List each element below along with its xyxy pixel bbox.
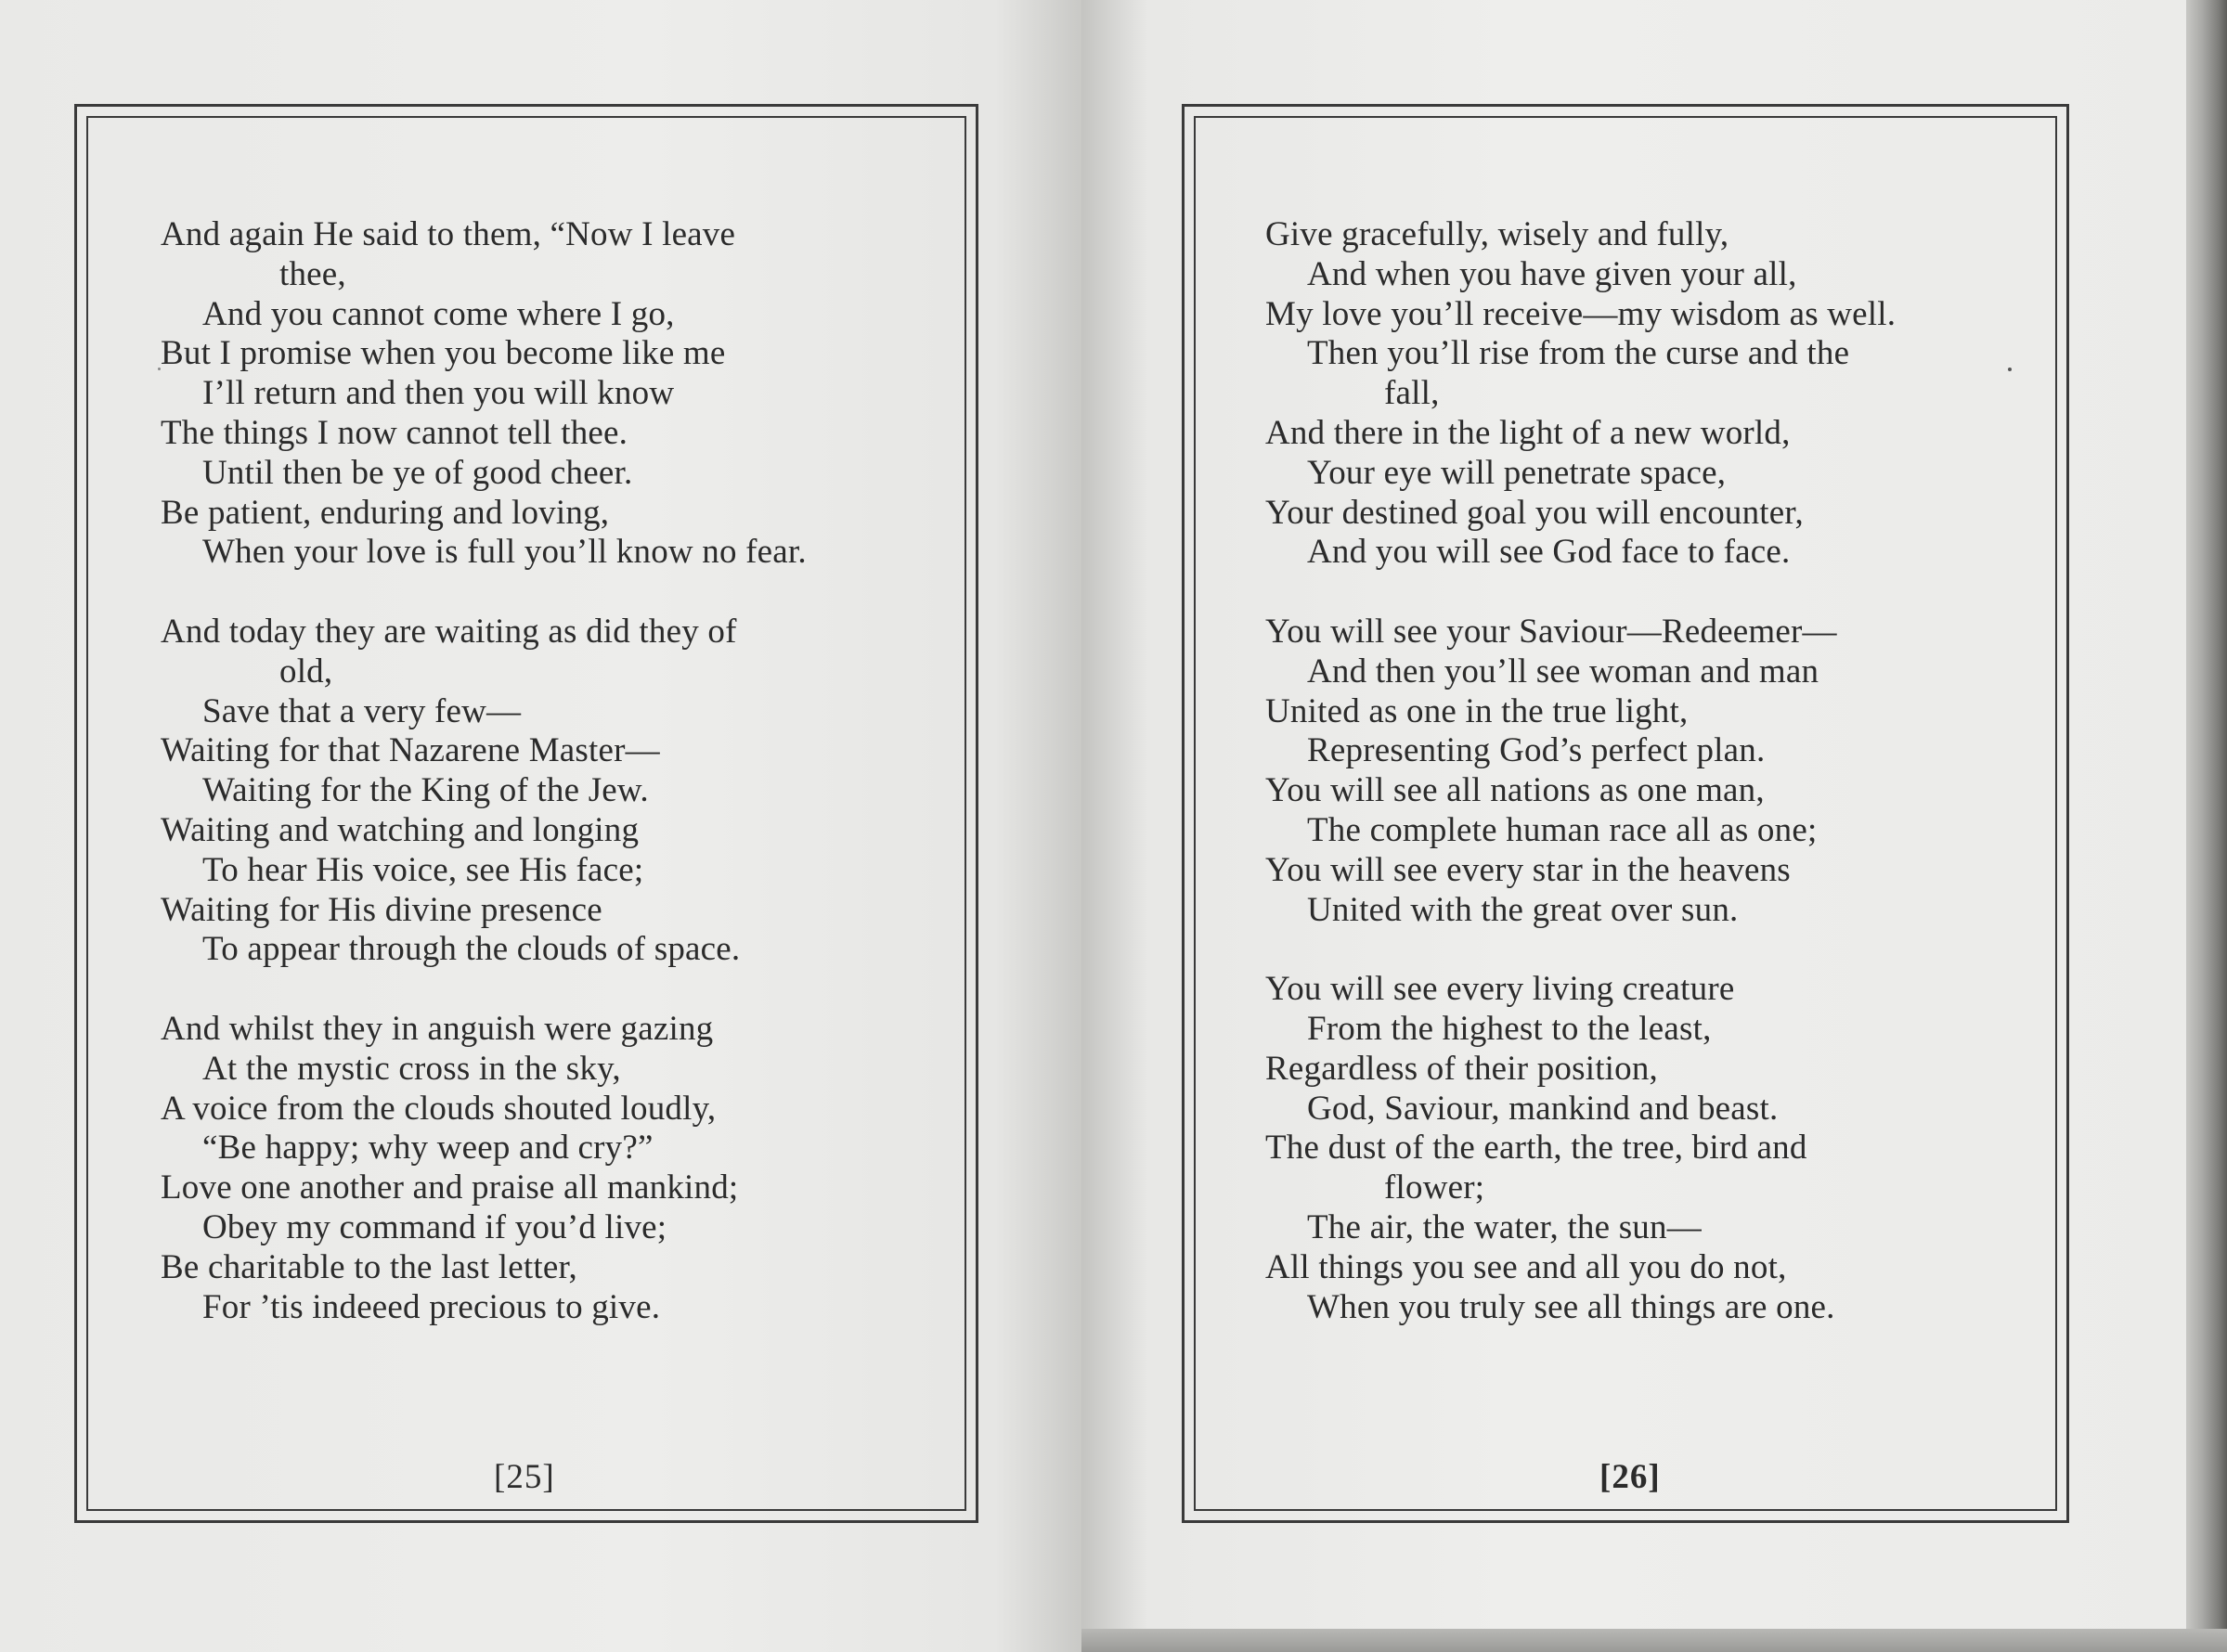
poem-line: flower; (1384, 1168, 1485, 1207)
poem-line: The dust of the earth, the tree, bird and (1265, 1129, 1807, 1168)
page-number-right: [26] (1599, 1458, 1661, 1496)
stanza-gap (161, 573, 807, 613)
left-page-poem (161, 215, 807, 1327)
poem-line: United as one in the true light, (1265, 691, 1689, 730)
poem-line: All things you see and all you do not, (1265, 1247, 1787, 1286)
poem-line: A voice from the clouds shouted loudly, (161, 1089, 717, 1128)
poem-line: And when you have given your all, (1307, 254, 1797, 293)
ink-speck (2008, 368, 2012, 371)
stanza-gap (1265, 930, 1896, 970)
poem-line: Waiting for His divine presence (161, 890, 602, 929)
poem-line: The complete human race all as one; (1307, 810, 1818, 849)
poem-line: I’ll return and then you will know (202, 374, 675, 413)
poem-line: God, Saviour, mankind and beast. (1307, 1089, 1779, 1128)
poem-line: The things I now cannot tell thee. (161, 413, 628, 452)
poem-line: For ’tis indeeed precious to give. (202, 1287, 661, 1326)
poem-line: And you cannot come where I go, (202, 294, 675, 333)
poem-line: Your eye will penetrate space, (1307, 453, 1727, 492)
poem-line: thee, (279, 254, 346, 293)
poem-line: My love you’ll receive—my wisdom as well. (1265, 294, 1897, 333)
poem-line: Until then be ye of good cheer. (202, 453, 633, 492)
poem-line: To appear through the clouds of space. (202, 930, 741, 969)
stanza (161, 1010, 807, 1327)
poem-line: You will see all nations as one man, (1265, 771, 1765, 810)
poem-line: And whilst they in anguish were gazing (161, 1009, 714, 1048)
poem-line: Be patient, enduring and loving, (161, 493, 610, 532)
poem-line: fall, (1384, 374, 1440, 413)
stanza (1265, 613, 1896, 930)
poem-line: And then you’ll see woman and man (1307, 652, 1819, 690)
poem-line: United with the great over sun. (1307, 890, 1739, 929)
poem-line: To hear His voice, see His face; (202, 850, 644, 889)
poem-line: And you will see God face to face. (1307, 533, 1791, 572)
poem-line: But I promise when you become like me (161, 334, 726, 373)
page-number-left: [25] (494, 1458, 555, 1496)
poem-line: From the highest to the least, (1307, 1009, 1712, 1048)
stanza (161, 215, 807, 573)
stanza (1265, 970, 1896, 1327)
stanza-gap (161, 970, 807, 1010)
ink-speck (158, 368, 161, 370)
poem-line: Save that a very few— (202, 691, 522, 730)
poem-line: Love one another and praise all mankind; (161, 1168, 739, 1207)
poem-line: Be charitable to the last letter, (161, 1247, 577, 1286)
poem-line: old, (279, 652, 333, 690)
poem-line: Representing God’s perfect plan. (1307, 731, 1766, 770)
stanza-gap (1265, 573, 1896, 613)
poem-line: Give gracefully, wisely and fully, (1265, 215, 1729, 253)
poem-line: When you truly see all things are one. (1307, 1287, 1835, 1326)
poem-line: The air, the water, the sun— (1307, 1207, 1702, 1246)
poem-line: Waiting and watching and longing (161, 810, 640, 849)
poem-line: And today they are waiting as did they of (161, 612, 737, 651)
poem-line: Waiting for the King of the Jew. (202, 771, 649, 810)
stanza (161, 613, 807, 970)
poem-line: Your destined goal you will encounter, (1265, 493, 1804, 532)
poem-line: Regardless of their position, (1265, 1049, 1659, 1088)
book-edge (2186, 0, 2227, 1652)
poem-line: You will see every living creature (1265, 970, 1735, 1009)
poem-line: And there in the light of a new world, (1265, 413, 1791, 452)
stanza (1265, 215, 1896, 573)
poem-line: At the mystic cross in the sky, (202, 1049, 621, 1088)
poem-line: You will see your Saviour—Redeemer— (1265, 612, 1837, 651)
poem-line: And again He said to them, “Now I leave (161, 215, 736, 253)
poem-line: Then you’ll rise from the curse and the (1307, 334, 1850, 373)
poem-line: Obey my command if you’d live; (202, 1207, 667, 1246)
right-page-poem (1265, 215, 1896, 1327)
poem-line: When your love is full you’ll know no fear. (202, 533, 807, 572)
bottom-shadow (1081, 1629, 2227, 1652)
poem-line: You will see every star in the heavens (1265, 850, 1791, 889)
poem-line: Waiting for that Nazarene Master— (161, 731, 660, 770)
poem-line: “Be happy; why weep and cry?” (202, 1129, 654, 1168)
